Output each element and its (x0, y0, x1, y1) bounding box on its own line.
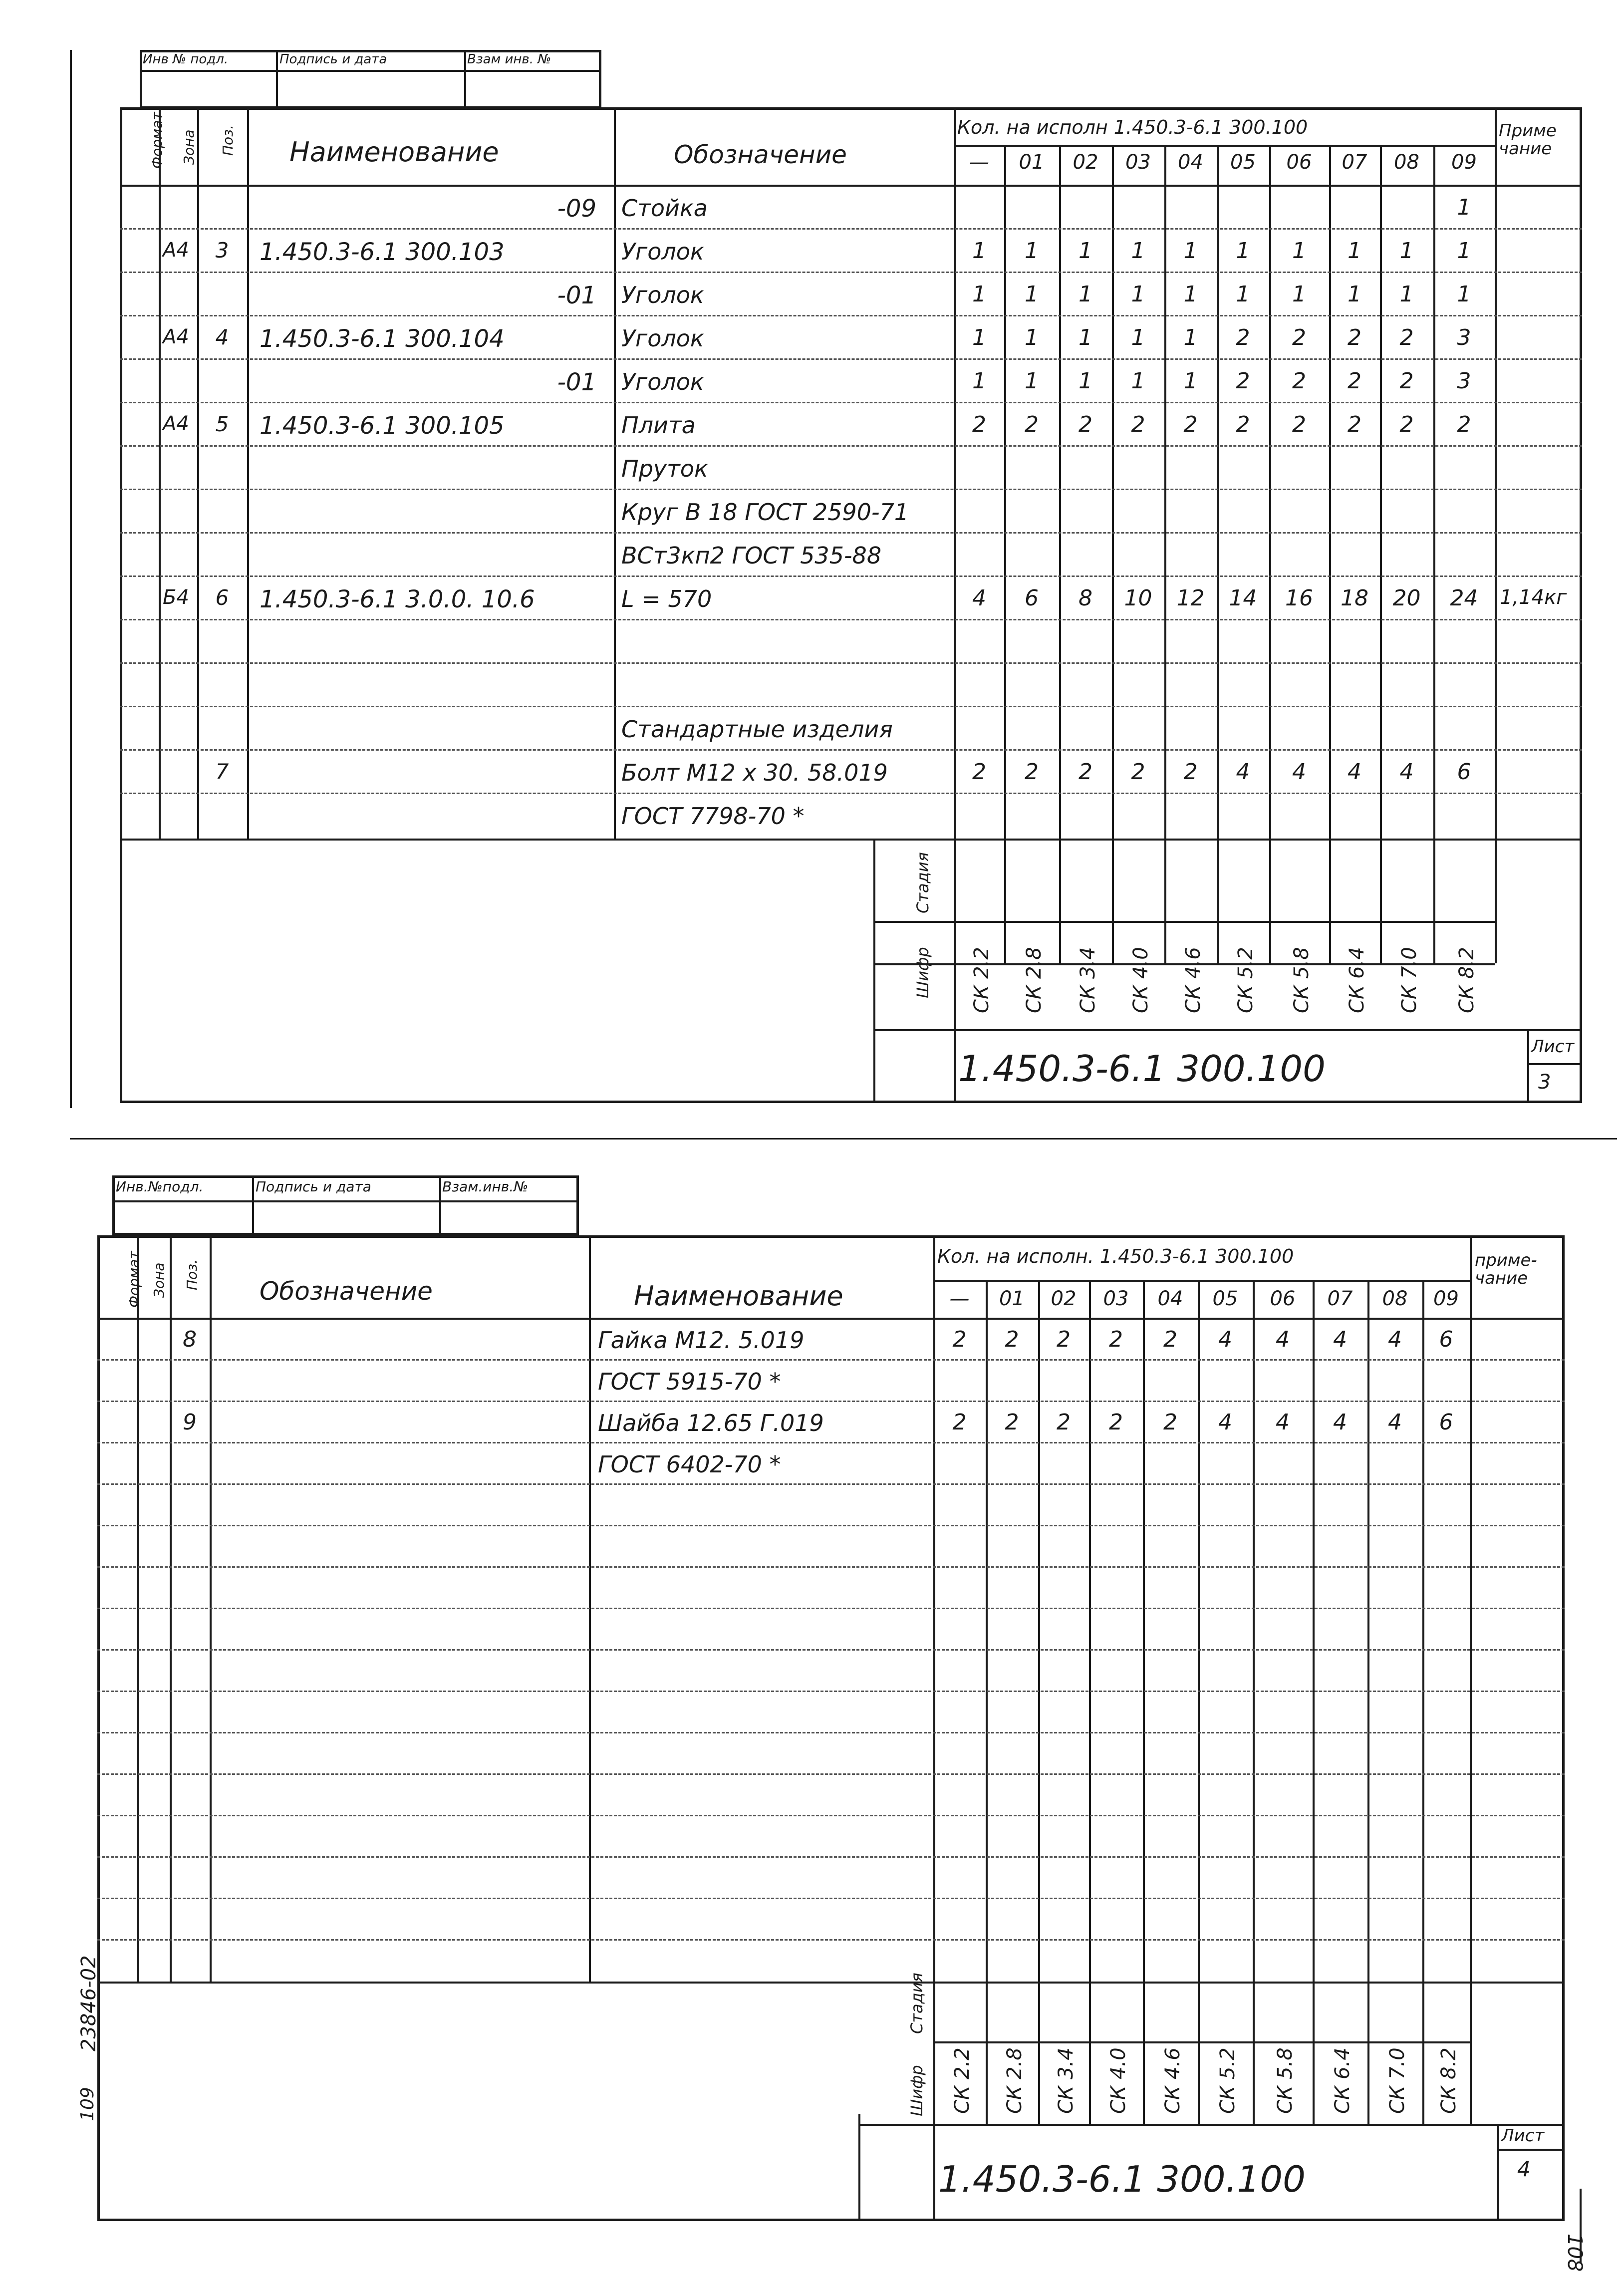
row-divider (97, 1401, 1565, 1402)
cell-qty: 2 (1236, 325, 1250, 350)
hdr2-zona: Зона (151, 1262, 167, 1298)
cell-qty: 2 (1292, 368, 1306, 394)
cell-qty: 10 (1124, 585, 1152, 611)
code-item: СК 2.2 (970, 947, 993, 1013)
cell-qty: 1 (1183, 368, 1198, 394)
kol-header-divider (954, 145, 1495, 147)
kol-col-header: 09 (1451, 151, 1477, 174)
cell-format: Б4 (163, 586, 189, 609)
cell-qty: 1 (1131, 325, 1145, 350)
cell-poz: 8 (183, 1327, 197, 1352)
kol2-col-header: 01 (999, 1287, 1025, 1310)
stadia2-divider (933, 2041, 1470, 2043)
list-divider (1527, 1063, 1582, 1065)
doc-divider (873, 1029, 1582, 1031)
cell-qty: 1 (1183, 282, 1198, 307)
code-item: СК 8.2 (1455, 947, 1478, 1013)
cell-qty: 1 (972, 368, 986, 394)
stamp-col-2 (464, 50, 466, 109)
stadia-divider (873, 921, 1495, 923)
cell-naim: Гайка М12. 5.019 (598, 1327, 805, 1354)
cell-naim: 1.450.3-6.1 300.104 (260, 325, 505, 353)
cell-qty: 2 (1457, 412, 1471, 437)
col-q8 (1380, 145, 1382, 963)
cell-qty: 2 (1292, 325, 1306, 350)
header2-bottom (97, 1318, 1565, 1320)
code-item: СК 8.2 (1437, 2047, 1460, 2114)
table-bottom (120, 839, 1582, 841)
row-divider (97, 1483, 1565, 1485)
cell-qty: 2 (1057, 1327, 1071, 1352)
list-number: 3 (1538, 1071, 1551, 1094)
cell-qty: 1 (1025, 368, 1039, 394)
cell-prim: 1,14кг (1500, 586, 1567, 609)
cell-oboz: Стандартные изделия (621, 716, 893, 743)
cell-format: А4 (163, 412, 189, 435)
stamp-divider-2 (112, 1200, 579, 1202)
cell-qty: 16 (1285, 585, 1313, 611)
row-divider (97, 1649, 1565, 1651)
cell-qty: 2 (952, 1410, 967, 1435)
kol-col-header: 03 (1125, 151, 1151, 174)
shifr-label: Шифр (913, 947, 932, 998)
row-divider (97, 1442, 1565, 1443)
col-q6 (1269, 145, 1271, 963)
cell-qty: 1 (1457, 238, 1471, 264)
cell-qty: 2 (1163, 1327, 1177, 1352)
list-col (1527, 1029, 1529, 1103)
stamp-inv-label: Инв № подл. (143, 52, 229, 67)
cell-qty: 2 (1183, 412, 1198, 437)
cell-qty: 1 (1292, 282, 1306, 307)
cell-qty: 2 (1236, 368, 1250, 394)
cell-qty: 1 (1025, 238, 1039, 264)
left-margin-line (70, 50, 72, 1108)
cell-poz: 4 (215, 325, 229, 349)
col-q3 (1112, 145, 1114, 963)
col-q7 (1329, 145, 1331, 963)
kol-col-header: 08 (1394, 151, 1419, 174)
kol2-col-header: 06 (1270, 1287, 1296, 1310)
cell-qty: 2 (1005, 1327, 1019, 1352)
kol2-col-header: 07 (1327, 1287, 1353, 1310)
cell-oboz: Пруток (621, 455, 708, 482)
stamp-divider (140, 70, 601, 72)
col-zona (197, 107, 199, 839)
cell-qty: 4 (1333, 1327, 1347, 1352)
hdr-oboz: Обозначение (674, 140, 847, 169)
cell-qty: 2 (1005, 1410, 1019, 1435)
col2-prim (1470, 1235, 1472, 2124)
cell-qty: 1 (1399, 282, 1414, 307)
cell-qty: 12 (1176, 585, 1205, 611)
list2-number: 4 (1517, 2157, 1531, 2181)
cell-qty: 1 (972, 325, 986, 350)
hdr-kol: Кол. на исполн 1.450.3-6.1 300.100 (957, 116, 1308, 138)
cell-qty: 1 (1025, 282, 1039, 307)
cell-qty: 6 (1439, 1410, 1453, 1435)
cell-qty: 2 (1399, 368, 1414, 394)
doc2-divider (858, 2124, 1565, 2126)
hdr-naim: Наименование (289, 136, 499, 168)
cell-naim: -09 (557, 195, 596, 223)
cell-qty: 4 (1218, 1327, 1232, 1352)
cell-qty: 3 (1457, 325, 1471, 350)
cell-qty: 2 (1348, 325, 1361, 350)
kol-col-header: 02 (1073, 151, 1098, 174)
cell-qty: 1 (1399, 238, 1414, 264)
shifr2-label: Шифр (907, 2065, 926, 2116)
cell-oboz: L = 570 (621, 585, 712, 612)
kol2-header-divider (933, 1280, 1470, 1282)
cell-qty: 18 (1341, 585, 1368, 611)
page-number-left: 109 (77, 2087, 98, 2121)
row-divider (97, 1815, 1565, 1816)
cell-qty: 2 (1348, 368, 1361, 394)
cell-qty: 2 (952, 1327, 967, 1352)
cell-qty: 1 (1183, 325, 1198, 350)
col-q4 (1164, 145, 1166, 963)
col2-q2 (1038, 1280, 1040, 2124)
cell-qty: 4 (1399, 759, 1414, 785)
cell-qty: 2 (972, 412, 986, 437)
cell-poz: 9 (183, 1410, 197, 1435)
header-bottom (120, 185, 1582, 187)
kol2-col-header: 09 (1433, 1287, 1459, 1310)
row-divider (97, 1898, 1565, 1899)
row-divider (120, 532, 1582, 534)
cell-qty: 14 (1229, 585, 1257, 611)
stamp-sign-label: Подпись и дата (279, 52, 387, 67)
kol-col-header: 05 (1230, 151, 1256, 174)
row-divider (97, 1773, 1565, 1775)
hdr2-format: Формат (126, 1251, 142, 1308)
hdr2-poz: Поз. (184, 1259, 200, 1290)
cell-qty: 2 (1236, 412, 1250, 437)
cell-qty: 2 (1131, 759, 1145, 785)
cell-format: А4 (163, 325, 189, 348)
table2-bottom (97, 1982, 1565, 1984)
col-q2 (1059, 145, 1061, 963)
cell-qty: 2 (1131, 412, 1145, 437)
cell-oboz: Уголок (621, 238, 704, 265)
code-item: СК 2.8 (1003, 2047, 1026, 2114)
row-divider (120, 315, 1582, 316)
cell-naim: 1.450.3-6.1 300.105 (260, 412, 505, 440)
kol-col-header: 06 (1286, 151, 1312, 174)
code-item: СК 7.0 (1397, 947, 1421, 1013)
cell-naim: ГОСТ 5915-70 * (598, 1368, 781, 1395)
cell-qty: 3 (1457, 368, 1471, 394)
list2-col (1497, 2124, 1499, 2221)
stamp2-inv-label: Инв.№подл. (116, 1178, 204, 1195)
kol-col-header: 07 (1342, 151, 1367, 174)
cell-qty: 4 (972, 585, 986, 611)
col2-q8 (1367, 1280, 1369, 2124)
cell-qty: 2 (1079, 759, 1092, 785)
cell-naim: ГОСТ 6402-70 * (598, 1451, 781, 1478)
cell-qty: 1 (1348, 282, 1361, 307)
cell-oboz: Круг В 18 ГОСТ 2590-71 (621, 499, 909, 526)
cell-qty: 4 (1292, 759, 1306, 785)
cell-oboz: Уголок (621, 282, 704, 308)
cell-qty: 4 (1276, 1410, 1290, 1435)
list2-label: Лист (1501, 2126, 1545, 2146)
cell-qty: 24 (1450, 585, 1478, 611)
code-item: СК 5.8 (1290, 947, 1313, 1013)
row-divider (97, 1359, 1565, 1361)
cell-qty: 2 (1079, 412, 1092, 437)
col-q5 (1217, 145, 1219, 963)
kol-col-header: — (969, 151, 989, 174)
stamp-col-1 (276, 50, 278, 109)
cell-qty: 8 (1079, 585, 1092, 611)
code-item: СК 3.4 (1055, 2047, 1078, 2114)
cell-qty: 1 (1079, 238, 1092, 264)
row-divider (120, 228, 1582, 230)
cell-qty: 2 (1109, 1327, 1123, 1352)
hdr2-naim: Наименование (634, 1280, 843, 1312)
cell-qty: 2 (1109, 1410, 1123, 1435)
stadia2-label: Стадия (907, 1973, 926, 2034)
row-divider (97, 1856, 1565, 1858)
hdr2-kol: Кол. на исполн. 1.450.3-6.1 300.100 (937, 1245, 1294, 1267)
cell-naim: -01 (557, 282, 596, 309)
code-item: СК 5.2 (1234, 947, 1257, 1013)
kol2-col-header: 02 (1051, 1287, 1077, 1310)
cell-poz: 5 (215, 412, 229, 436)
kol-col-header: 04 (1178, 151, 1203, 174)
col2-q9 (1422, 1280, 1424, 2124)
cell-format: А4 (163, 239, 189, 262)
list-label: Лист (1531, 1037, 1575, 1057)
cell-qty: 4 (1236, 759, 1250, 785)
col2-q3 (1089, 1280, 1091, 2124)
stamp2-col-2 (439, 1175, 441, 1235)
row-divider (120, 575, 1582, 577)
col2-q1 (986, 1280, 988, 2124)
code-item: СК 4.6 (1161, 2047, 1184, 2114)
cell-qty: 20 (1392, 585, 1421, 611)
kol2-col-header: — (949, 1287, 970, 1310)
code-item: СК 2.8 (1023, 947, 1046, 1013)
code-item: СК 6.4 (1346, 947, 1368, 1013)
cell-qty: 4 (1388, 1327, 1402, 1352)
cell-qty: 1 (1131, 282, 1145, 307)
cell-qty: 2 (1025, 412, 1039, 437)
cell-qty: 2 (972, 759, 986, 785)
cell-qty: 2 (1292, 412, 1306, 437)
stadia-label: Стадия (913, 852, 932, 913)
cell-oboz: Уголок (621, 325, 704, 352)
row-divider (120, 358, 1582, 360)
col2-q5 (1198, 1280, 1200, 2124)
cell-qty: 1 (1131, 238, 1145, 264)
row-divider (97, 1939, 1565, 1941)
row-divider (120, 489, 1582, 490)
row-divider (120, 272, 1582, 273)
cell-oboz: ВСт3кп2 ГОСТ 535-88 (621, 542, 882, 569)
col2-naim (933, 1235, 935, 2221)
cell-qty: 6 (1439, 1327, 1453, 1352)
hdr2-prim: приме- чание (1475, 1250, 1537, 1288)
col-q9 (1433, 145, 1435, 963)
cell-oboz: Болт М12 х 30. 58.019 (621, 759, 888, 786)
stamp2-sign-label: Подпись и дата (256, 1178, 371, 1195)
cell-qty: 2 (1183, 759, 1198, 785)
row-divider (120, 706, 1582, 707)
col-format (159, 107, 161, 839)
cell-qty: 1 (1457, 195, 1471, 220)
row-divider (97, 1566, 1565, 1568)
cell-qty: 1 (972, 282, 986, 307)
cell-qty: 1 (1079, 325, 1092, 350)
cell-naim: 1.450.3-6.1 300.103 (260, 238, 505, 266)
cell-qty: 1 (1236, 282, 1250, 307)
cell-oboz: ГОСТ 7798-70 * (621, 803, 805, 830)
cell-naim: 1.450.3-6.1 3.0.0. 10.6 (260, 585, 535, 613)
cell-oboz: Стойка (621, 195, 708, 222)
cell-qty: 1 (1131, 368, 1145, 394)
code-item: СК 4.6 (1181, 947, 1205, 1013)
row-divider (97, 1608, 1565, 1609)
row-divider (97, 1691, 1565, 1692)
cell-qty: 2 (1163, 1410, 1177, 1435)
cell-qty: 4 (1276, 1327, 1290, 1352)
stadia-label-col (873, 839, 875, 963)
doc-number-2: 1.450.3-6.1 300.100 (938, 2158, 1306, 2200)
cell-qty: 2 (1399, 325, 1414, 350)
hdr-format: Формат (149, 112, 165, 169)
cell-qty: 1 (1292, 238, 1306, 264)
cell-oboz: Уголок (621, 368, 704, 395)
cell-qty: 4 (1333, 1410, 1347, 1435)
code-item: СК 7.0 (1386, 2047, 1409, 2114)
row-divider (120, 619, 1582, 620)
code-item: СК 2.2 (950, 2047, 974, 2114)
col-prim (1495, 107, 1497, 963)
code-item: СК 3.4 (1077, 947, 1099, 1013)
cell-qty: 1 (1348, 238, 1361, 264)
cell-qty: 2 (1025, 759, 1039, 785)
kol2-col-header: 05 (1212, 1287, 1238, 1310)
right-edge-mark (1580, 2189, 1582, 2264)
code-item: СК 4.0 (1129, 947, 1152, 1013)
row-divider (120, 793, 1582, 794)
row-divider (120, 749, 1582, 751)
code-item: СК 5.8 (1274, 2047, 1297, 2114)
list2-divider (1497, 2149, 1565, 2151)
code-item: СК 4.0 (1107, 2047, 1130, 2114)
kol-col-header: 01 (1019, 151, 1045, 174)
cell-qty: 4 (1348, 759, 1361, 785)
title2-left (858, 2114, 860, 2221)
cell-qty: 4 (1388, 1410, 1402, 1435)
stamp-vzam-label: Взам инв. № (467, 52, 551, 67)
archive-number: 23846-02 (77, 1955, 100, 2051)
cell-qty: 1 (1236, 238, 1250, 264)
cell-poz: 3 (215, 238, 229, 263)
kol2-col-header: 03 (1103, 1287, 1129, 1310)
row-divider (120, 402, 1582, 403)
cell-qty: 1 (972, 238, 986, 264)
col-poz (247, 107, 249, 839)
row-divider (120, 445, 1582, 447)
cell-qty: 4 (1218, 1410, 1232, 1435)
cell-qty: 6 (1025, 585, 1039, 611)
hdr2-oboz: Обозначение (260, 1277, 433, 1306)
stamp2-vzam-label: Взам.инв.№ (442, 1178, 529, 1195)
page-number-right: 108 (1563, 2234, 1586, 2272)
code-item: СК 5.2 (1216, 2047, 1239, 2114)
sheet-separator (70, 1138, 1617, 1140)
cell-naim: -01 (557, 368, 596, 396)
code-item: СК 6.4 (1331, 2047, 1354, 2114)
col-q1 (1004, 145, 1006, 963)
hdr-zona: Зона (181, 129, 197, 165)
cell-qty: 2 (1399, 412, 1414, 437)
cell-naim: Шайба 12.65 Г.019 (598, 1410, 824, 1436)
cell-qty: 1 (1079, 368, 1092, 394)
kol2-col-header: 08 (1382, 1287, 1408, 1310)
hdr-prim: Приме чание (1499, 121, 1557, 159)
cell-qty: 1 (1079, 282, 1092, 307)
hdr-poz: Поз. (220, 125, 236, 156)
kol2-col-header: 04 (1157, 1287, 1183, 1310)
col-naim (614, 107, 616, 839)
cell-qty: 1 (1025, 325, 1039, 350)
row-divider (120, 662, 1582, 664)
col2-q7 (1313, 1280, 1315, 2124)
doc-number: 1.450.3-6.1 300.100 (958, 1048, 1326, 1090)
cell-poz: 7 (215, 759, 229, 784)
cell-qty: 6 (1457, 759, 1471, 785)
cell-qty: 2 (1057, 1410, 1071, 1435)
cell-poz: 6 (215, 585, 229, 610)
col2-q4 (1143, 1280, 1145, 2124)
cell-qty: 1 (1457, 282, 1471, 307)
cell-oboz: Плита (621, 412, 696, 439)
cell-qty: 2 (1348, 412, 1361, 437)
cell-qty: 1 (1183, 238, 1198, 264)
row-divider (97, 1732, 1565, 1733)
col2-q6 (1253, 1280, 1255, 2124)
stamp2-col-1 (252, 1175, 254, 1235)
row-divider (97, 1525, 1565, 1526)
